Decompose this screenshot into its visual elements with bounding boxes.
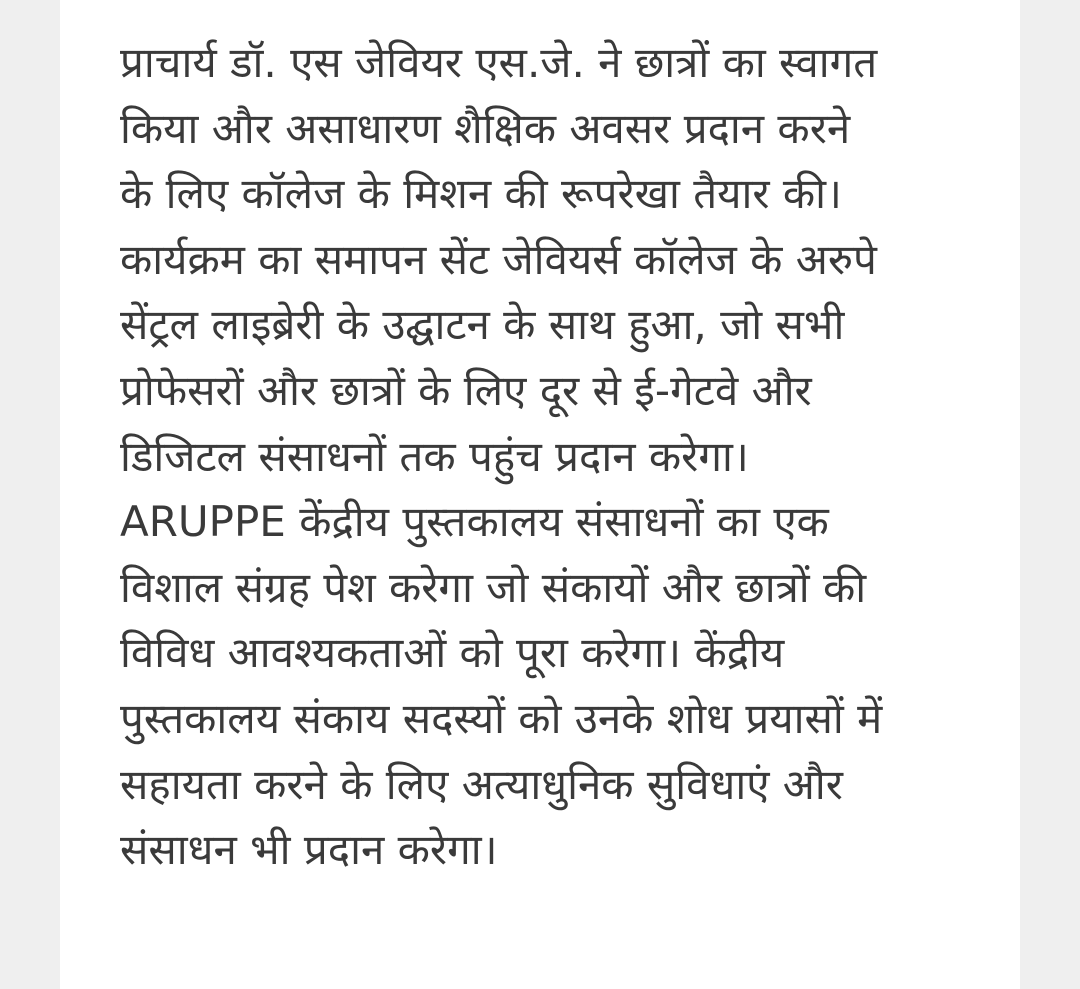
article-line-9: विशाल संग्रह पेश करेगा जो संकायों और छात्रों की xyxy=(120,562,867,612)
article-line-2: किया और असाधारण शैक्षिक अवसर प्रदान करने xyxy=(120,103,851,153)
article-line-5: सेंट्रल लाइब्रेरी के उद्घाटन के साथ हुआ, जो सभी xyxy=(120,300,845,350)
article-line-8: ARUPPE केंद्रीय पुस्तकालय संसाधनों का एक xyxy=(120,497,829,547)
article-line-10: विविध आवश्यकताओं को पूरा करेगा। केंद्रीय xyxy=(120,628,785,678)
article-line-3: के लिए कॉलेज के मिशन की रूपरेखा तैयार की। xyxy=(120,169,842,219)
article-line-4: कार्यक्रम का समापन सेंट जेवियर्स कॉलेज के अरुपे xyxy=(120,234,877,284)
article-page xyxy=(60,0,1020,989)
article-line-7: डिजिटल संसाधनों तक पहुंच प्रदान करेगा। xyxy=(120,431,749,481)
article-line-6: प्रोफेसरों और छात्रों के लिए दूर से ई-गेटवे और xyxy=(120,365,812,415)
article-line-13: संसाधन भी प्रदान करेगा। xyxy=(120,825,498,875)
article-line-11: पुस्तकालय संकाय सदस्यों को उनके शोध प्रयासों में xyxy=(120,693,883,743)
article-paragraph xyxy=(120,30,960,883)
article-line-1: प्राचार्य डॉ. एस जेवियर एस.जे. ने छात्रों का स्वागत xyxy=(120,38,878,87)
article-line-12: सहायता करने के लिए अत्याधुनिक सुविधाएं और xyxy=(120,759,843,809)
